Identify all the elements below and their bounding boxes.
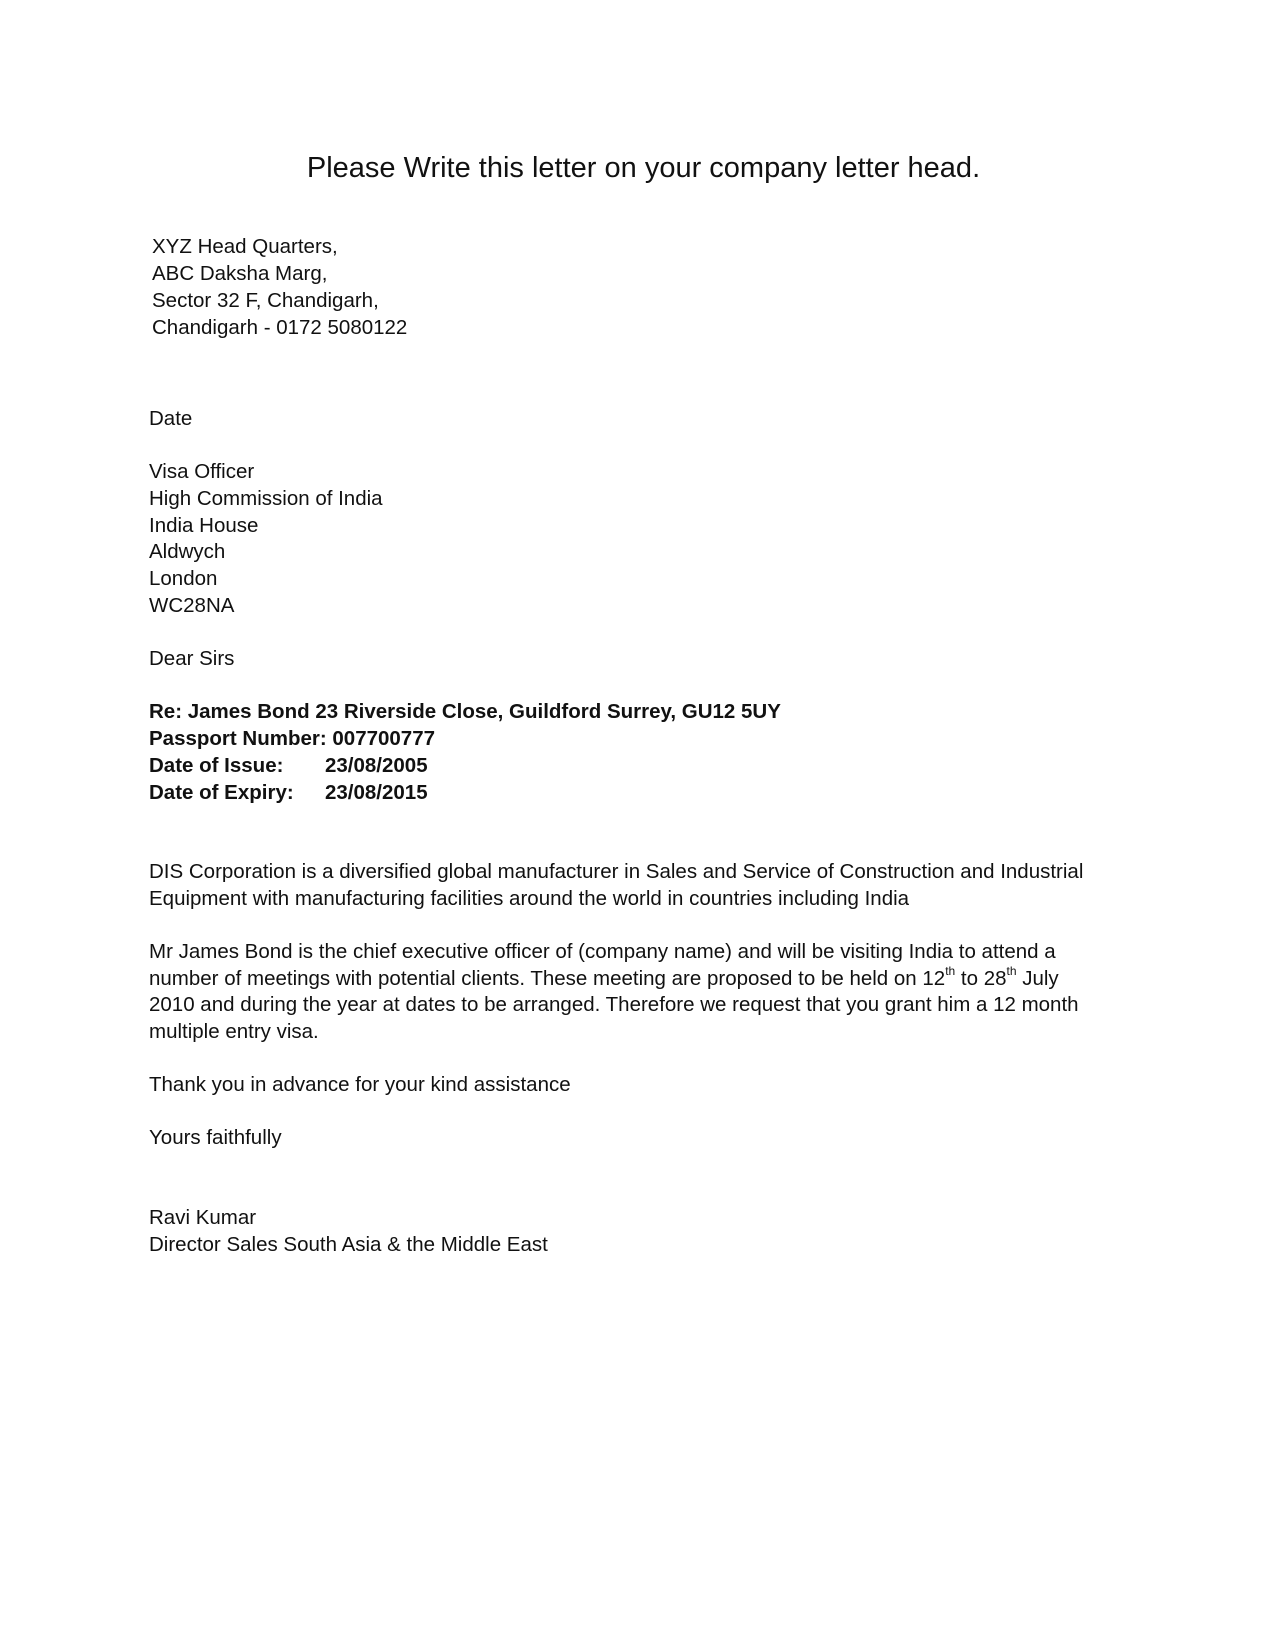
date-label: Date	[149, 407, 193, 430]
body-line: DIS Corporation is a diversified global manufacturer in Sales and Service of Construction and Industrial	[149, 860, 1084, 883]
date-of-issue-row	[149, 752, 428, 780]
recipient-address-line: Aldwych	[149, 540, 226, 563]
recipient-address-line: High Commission of India	[149, 487, 383, 510]
salutation: Dear Sirs	[149, 647, 235, 670]
ordinal-suffix: th	[1006, 964, 1017, 979]
date-of-issue-value: 23/08/2005	[325, 754, 428, 777]
recipient-address-line: London	[149, 567, 218, 590]
reference-re-line: Re: James Bond 23 Riverside Close, Guildford Surrey, GU12 5UY	[149, 700, 781, 723]
body-text: number of meetings with potential clients. These meeting are proposed to be held on 12	[149, 967, 946, 990]
recipient-address-line: Visa Officer	[149, 460, 255, 483]
sender-address-line: XYZ Head Quarters,	[152, 235, 338, 258]
closing: Yours faithfully	[149, 1126, 282, 1149]
body-line: 2010 and during the year at dates to be arranged. Therefore we request that you grant him a 12 month	[149, 993, 1079, 1016]
recipient-address-line: India House	[149, 514, 259, 537]
body-line: Equipment with manufacturing facilities around the world in countries including India	[149, 887, 910, 910]
body-text: July	[1016, 967, 1059, 990]
signatory-title: Director Sales South Asia & the Middle East	[149, 1233, 548, 1256]
date-of-expiry-label: Date of Expiry:	[149, 781, 294, 804]
body-text: to 28	[955, 967, 1007, 990]
signatory-name: Ravi Kumar	[149, 1206, 257, 1229]
recipient-address-line: WC28NA	[149, 594, 235, 617]
date-of-expiry-value: 23/08/2015	[325, 781, 428, 804]
date-of-issue-label: Date of Issue:	[149, 754, 284, 777]
sender-address-line: Chandigarh - 0172 5080122	[152, 316, 408, 339]
body-line	[149, 965, 1059, 993]
date-of-expiry-row	[149, 779, 428, 807]
passport-number: Passport Number: 007700777	[149, 727, 436, 750]
body-paragraph-3: Thank you in advance for your kind assistance	[149, 1073, 571, 1096]
body-line: multiple entry visa.	[149, 1020, 319, 1043]
sender-address-line: Sector 32 F, Chandigarh,	[152, 289, 379, 312]
ordinal-suffix: th	[945, 964, 956, 979]
sender-address-line: ABC Daksha Marg,	[152, 262, 328, 285]
body-line: Mr James Bond is the chief executive officer of (company name) and will be visiting India to attend a	[149, 940, 1056, 963]
letterhead-instruction: Please Write this letter on your company letter head.	[306, 152, 981, 184]
